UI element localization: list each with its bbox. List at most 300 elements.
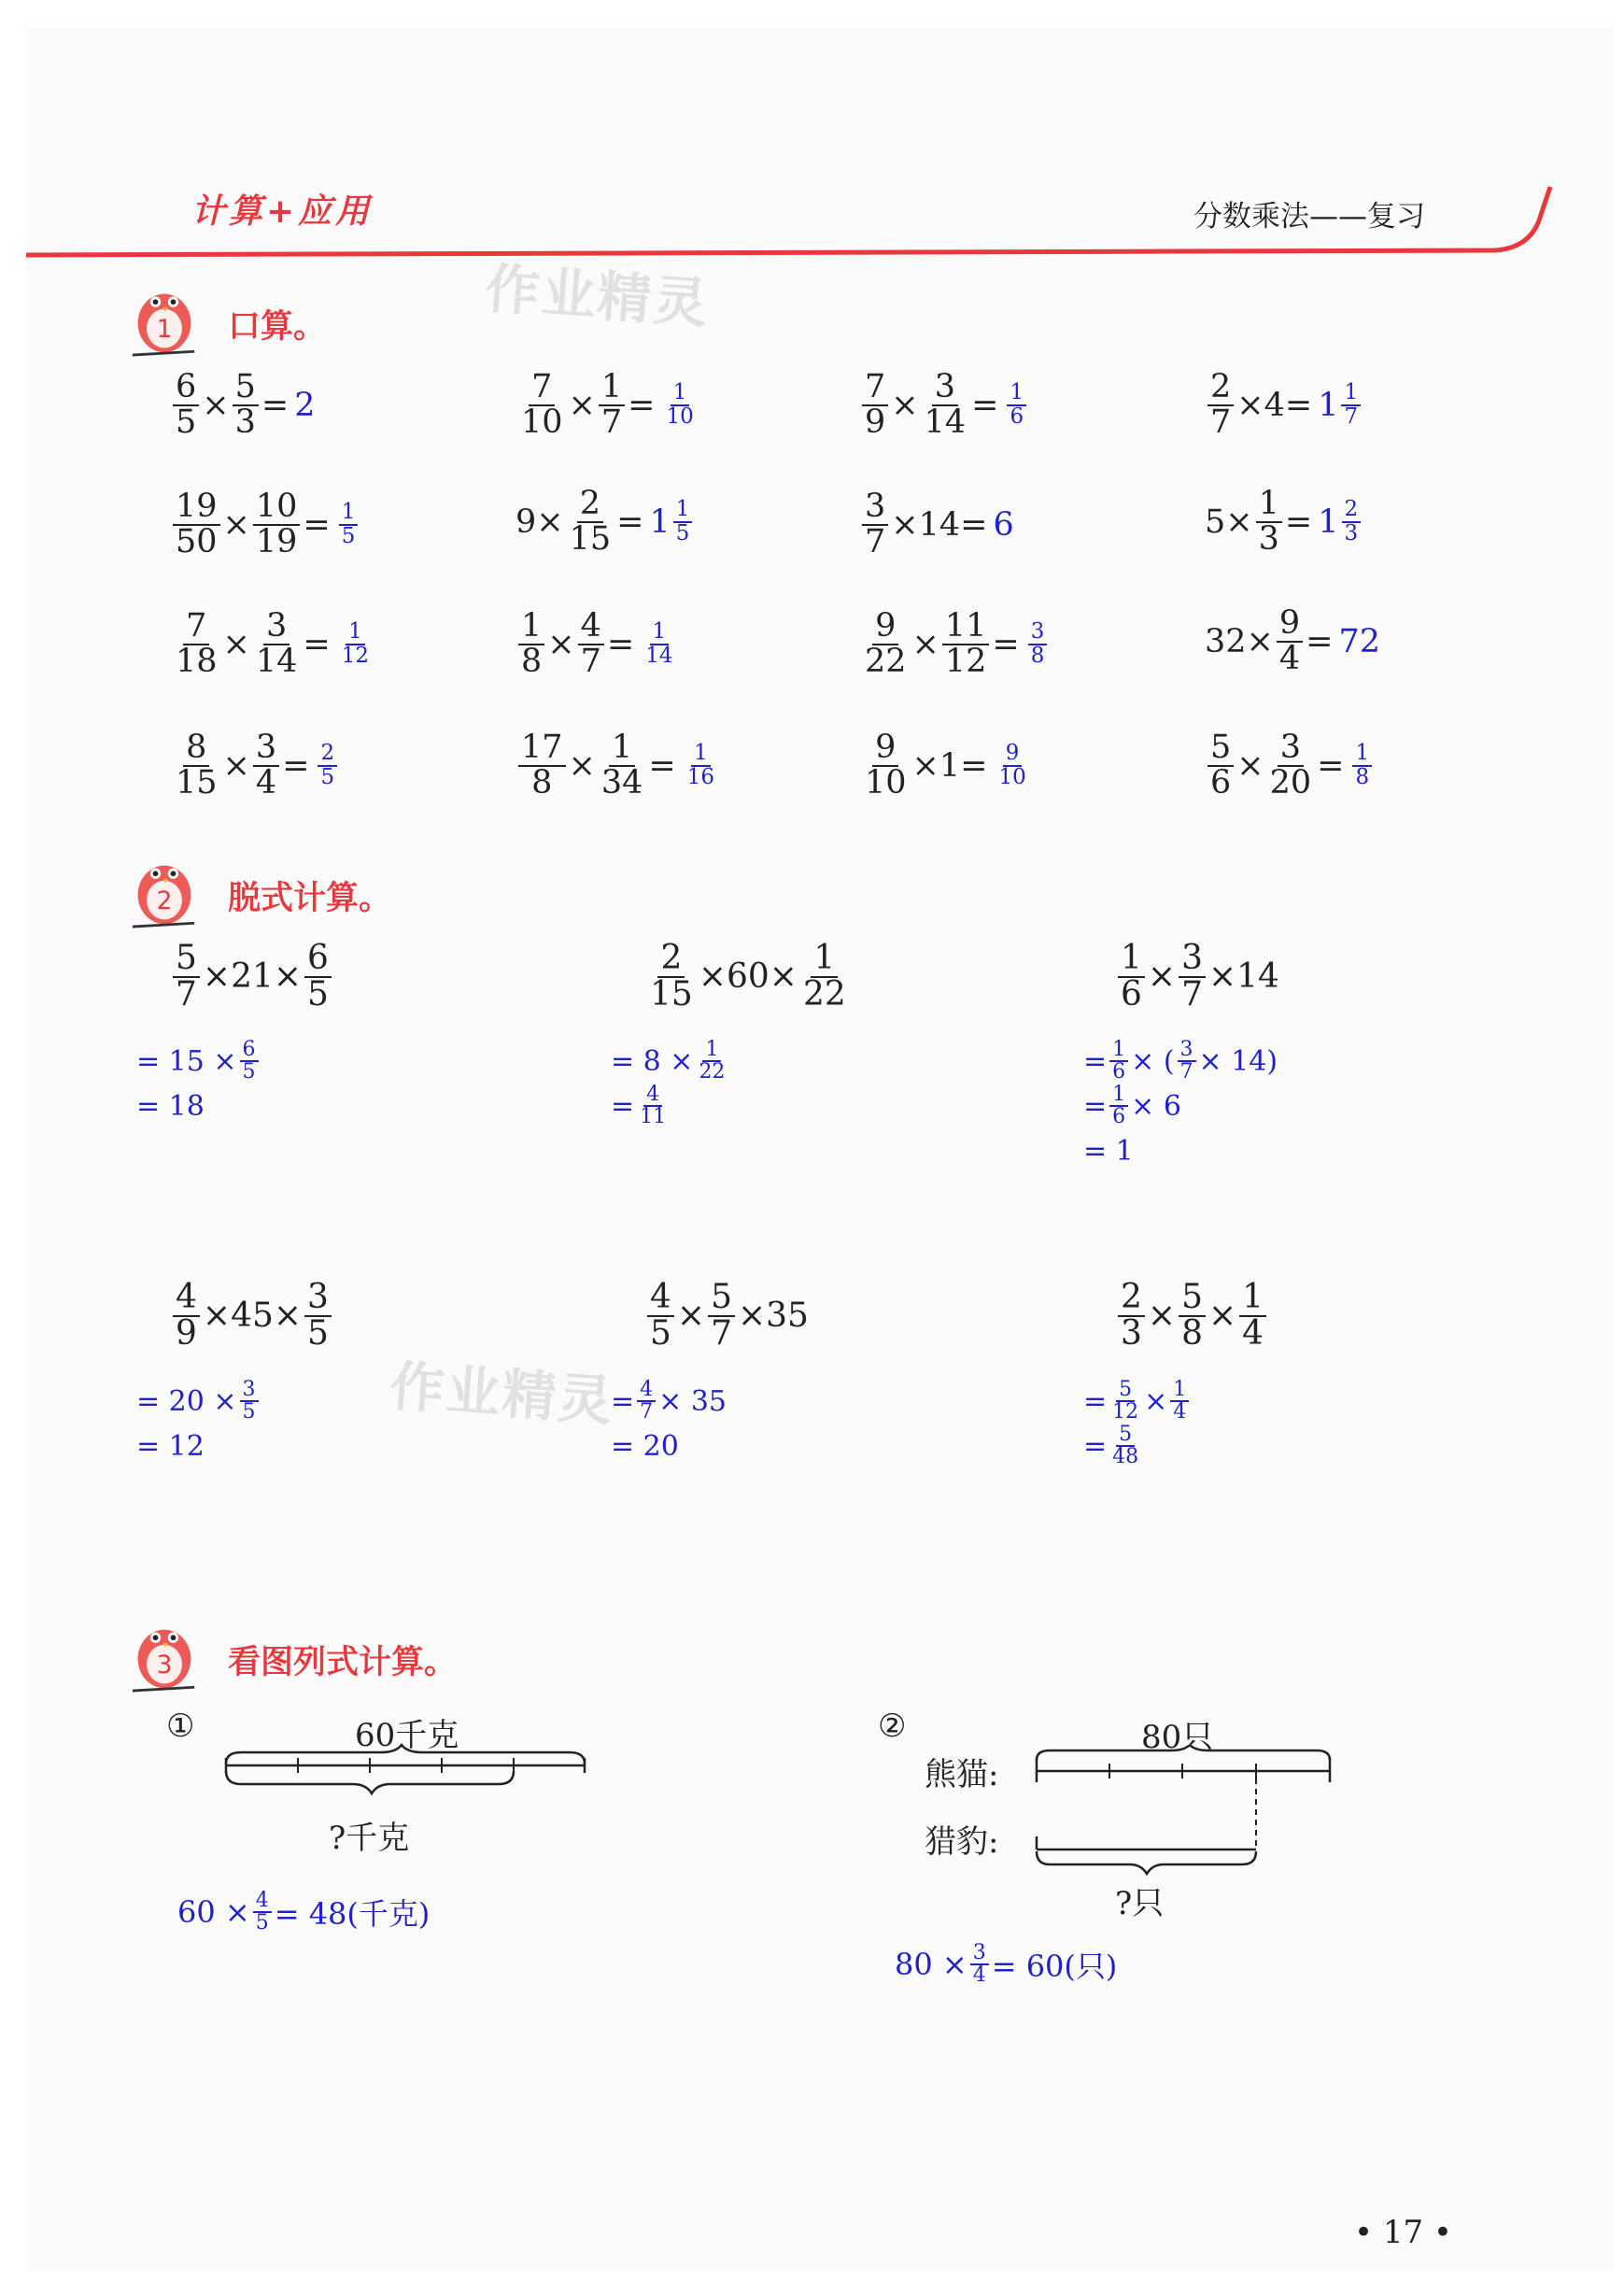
problem-2-marker: ② bbox=[878, 1708, 907, 1745]
fraction bbox=[862, 368, 888, 441]
header-left-title: 计算+应用 bbox=[191, 192, 374, 231]
fraction bbox=[1178, 1037, 1196, 1084]
oral-answer bbox=[1338, 623, 1380, 660]
denominator: 6 bbox=[1112, 1105, 1126, 1128]
math-text: ×1= bbox=[911, 746, 988, 785]
denominator: 6 bbox=[1112, 1060, 1126, 1084]
step-line bbox=[136, 1039, 261, 1084]
step-line bbox=[136, 1084, 261, 1128]
stepwise-steps bbox=[136, 1379, 261, 1468]
expression bbox=[170, 1278, 334, 1353]
fraction bbox=[685, 743, 717, 788]
denominator: 5 bbox=[242, 1400, 256, 1424]
numerator: 1 bbox=[609, 731, 635, 767]
math-text: 1 bbox=[1318, 386, 1339, 424]
svg-text:1: 1 bbox=[156, 315, 173, 345]
fraction bbox=[1109, 1377, 1141, 1424]
math-text: = bbox=[1083, 1429, 1108, 1463]
stepwise-expression bbox=[170, 939, 334, 1012]
oral-expression bbox=[170, 368, 316, 441]
oral-answer bbox=[993, 743, 1031, 788]
math-text: 32× bbox=[1205, 622, 1274, 660]
math-text: × bbox=[1236, 746, 1264, 785]
fraction bbox=[1179, 1278, 1206, 1353]
math-text: × 6 bbox=[1131, 1089, 1181, 1123]
math-text: = bbox=[1317, 746, 1345, 785]
fraction bbox=[1277, 604, 1303, 677]
denominator: 5 bbox=[176, 403, 197, 441]
fraction bbox=[318, 743, 337, 788]
math-text: = 12 bbox=[136, 1429, 205, 1463]
problem-2-bar-diagram bbox=[1031, 1745, 1339, 1885]
denominator: 50 bbox=[176, 522, 218, 560]
numerator: 6 bbox=[173, 371, 199, 406]
header-divider bbox=[0, 177, 1624, 271]
denominator: 48 bbox=[1112, 1445, 1139, 1468]
math-text: ×45× bbox=[202, 1297, 303, 1336]
numerator: 5 bbox=[1179, 1281, 1206, 1317]
denominator: 5 bbox=[307, 1313, 329, 1353]
denominator: 5 bbox=[255, 1911, 269, 1935]
oral-expression bbox=[170, 731, 340, 800]
svg-text:2: 2 bbox=[156, 886, 173, 916]
fraction bbox=[708, 1278, 735, 1353]
step-line bbox=[136, 1424, 261, 1468]
numerator: 2 bbox=[577, 488, 603, 523]
fraction bbox=[578, 607, 604, 680]
step-line bbox=[1083, 1128, 1278, 1173]
denominator: 12 bbox=[944, 642, 987, 680]
denominator: 5 bbox=[650, 1313, 671, 1353]
oral-expression bbox=[859, 731, 1032, 800]
math-text: × bbox=[891, 386, 919, 424]
numerator: 4 bbox=[253, 1891, 272, 1913]
oral-item bbox=[859, 368, 1029, 439]
numerator: 2 bbox=[657, 942, 685, 978]
fraction bbox=[233, 368, 259, 441]
numerator: 7 bbox=[862, 371, 888, 406]
problem-2-bottom-label: ?只 bbox=[1115, 1885, 1165, 1922]
denominator: 7 bbox=[580, 642, 601, 680]
fraction bbox=[253, 607, 301, 680]
denominator: 8 bbox=[521, 642, 543, 680]
oral-answer bbox=[682, 743, 720, 788]
denominator: 7 bbox=[1210, 403, 1232, 441]
math-text: = bbox=[992, 625, 1020, 663]
oral-expression bbox=[859, 368, 1029, 441]
step-line bbox=[611, 1379, 727, 1424]
oral-answer bbox=[1004, 382, 1029, 428]
math-text: ×4= bbox=[1236, 386, 1313, 424]
numerator: 9 bbox=[872, 610, 898, 645]
oral-expression bbox=[1205, 368, 1363, 441]
numerator: 1 bbox=[339, 502, 359, 525]
math-text: 72 bbox=[1338, 622, 1381, 660]
oral-answer bbox=[315, 743, 340, 788]
denominator: 4 bbox=[1278, 639, 1301, 677]
fraction bbox=[800, 939, 849, 1013]
math-text: ×60× bbox=[698, 957, 798, 997]
math-text: 60 × bbox=[177, 1894, 250, 1931]
fraction bbox=[1109, 1084, 1128, 1128]
numerator: 5 bbox=[708, 1281, 735, 1317]
fraction bbox=[518, 368, 566, 441]
math-text: × 14) bbox=[1198, 1044, 1278, 1078]
denominator: 7 bbox=[1181, 974, 1203, 1013]
section-1-title: 口算。 bbox=[228, 308, 327, 346]
oral-item bbox=[1205, 368, 1363, 439]
bird-mascot-icon bbox=[131, 1616, 198, 1700]
denominator: 14 bbox=[924, 403, 967, 441]
numerator: 3 bbox=[263, 610, 289, 645]
fraction bbox=[173, 939, 200, 1013]
denominator: 15 bbox=[650, 974, 693, 1013]
numerator: 4 bbox=[643, 1084, 662, 1107]
oral-item bbox=[515, 485, 695, 558]
math-text: = bbox=[971, 386, 999, 424]
fraction bbox=[1239, 1278, 1266, 1353]
section-3-title: 看图列式计算。 bbox=[228, 1644, 458, 1681]
math-text: = bbox=[303, 505, 331, 544]
denominator: 10 bbox=[998, 764, 1026, 789]
math-text: × bbox=[568, 746, 596, 785]
stepwise-steps bbox=[1083, 1039, 1278, 1173]
denominator: 5 bbox=[307, 974, 329, 1013]
math-text: = 48(千克) bbox=[274, 1896, 431, 1933]
fraction bbox=[637, 1377, 656, 1424]
math-text: ×21× bbox=[202, 957, 303, 997]
oral-item bbox=[170, 488, 360, 559]
denominator: 4 bbox=[1242, 1313, 1264, 1353]
math-text: 80 × bbox=[895, 1947, 967, 1983]
math-text: = bbox=[1306, 622, 1334, 660]
problem-1-top-label: 60千克 bbox=[355, 1717, 459, 1754]
math-text: = bbox=[611, 1089, 635, 1123]
fraction bbox=[1207, 731, 1234, 800]
oral-item bbox=[1205, 729, 1375, 800]
fraction bbox=[339, 502, 359, 547]
watermark-top: 作业精灵 bbox=[483, 256, 712, 336]
fraction bbox=[1207, 368, 1234, 441]
numerator: 1 bbox=[691, 743, 711, 766]
fraction bbox=[567, 485, 614, 558]
fraction bbox=[1118, 1278, 1145, 1353]
denominator: 15 bbox=[569, 519, 612, 558]
fraction bbox=[647, 939, 696, 1013]
problem-1-marker: ① bbox=[166, 1708, 195, 1745]
math-text: × bbox=[568, 386, 596, 424]
fraction bbox=[1109, 1424, 1141, 1468]
fraction bbox=[1170, 1377, 1189, 1424]
math-text: = 8 × bbox=[611, 1044, 694, 1078]
numerator: 1 bbox=[671, 382, 690, 405]
fraction bbox=[173, 1278, 200, 1353]
numerator: 1 bbox=[1170, 1380, 1189, 1402]
fraction bbox=[518, 607, 544, 680]
fraction bbox=[240, 1037, 259, 1084]
numerator: 2 bbox=[318, 743, 337, 766]
denominator: 10 bbox=[521, 403, 563, 441]
step-line bbox=[136, 1379, 261, 1424]
bird-mascot-icon bbox=[131, 280, 198, 364]
stepwise-expression bbox=[1115, 1278, 1269, 1351]
expression bbox=[644, 939, 852, 1013]
fraction bbox=[253, 731, 279, 800]
math-text: × bbox=[222, 505, 250, 544]
denominator: 7 bbox=[1179, 1060, 1193, 1084]
denominator: 8 bbox=[1030, 643, 1045, 668]
oral-answer bbox=[660, 382, 699, 428]
fraction bbox=[862, 731, 910, 800]
fraction bbox=[253, 490, 301, 559]
math-text: × bbox=[676, 1297, 706, 1336]
denominator: 4 bbox=[972, 1963, 986, 1988]
denominator: 22 bbox=[802, 974, 846, 1013]
problem-2-answer bbox=[895, 1943, 1117, 1987]
denominator: 7 bbox=[865, 522, 886, 560]
numerator: 3 bbox=[970, 1943, 989, 1965]
oral-item bbox=[170, 368, 316, 439]
denominator: 22 bbox=[865, 642, 907, 680]
math-text: × 35 bbox=[658, 1384, 727, 1418]
numerator: 4 bbox=[647, 1281, 674, 1317]
denominator: 6 bbox=[1210, 763, 1232, 801]
denominator: 19 bbox=[255, 522, 298, 560]
oral-expression bbox=[859, 490, 1014, 559]
oral-answer bbox=[1349, 743, 1375, 788]
oral-item bbox=[1205, 604, 1381, 677]
numerator: 1 bbox=[1109, 1040, 1128, 1062]
numerator: 1 bbox=[1007, 382, 1026, 405]
numerator: 3 bbox=[253, 731, 279, 767]
numerator: 10 bbox=[253, 490, 301, 526]
header-right-title: 分数乘法——复习 bbox=[1193, 200, 1425, 234]
numerator: 4 bbox=[173, 1281, 200, 1317]
math-text: = 60(只) bbox=[991, 1949, 1118, 1985]
numerator: 1 bbox=[1256, 488, 1282, 523]
oral-expression bbox=[1205, 731, 1375, 800]
oral-expression bbox=[515, 368, 699, 441]
numerator: 3 bbox=[1178, 1040, 1196, 1062]
denominator: 7 bbox=[640, 1400, 654, 1424]
math-text: = bbox=[261, 386, 289, 424]
numerator: 3 bbox=[1179, 942, 1206, 978]
oral-answer bbox=[336, 502, 361, 547]
denominator: 12 bbox=[341, 643, 370, 668]
math-text: = bbox=[616, 503, 644, 541]
fraction bbox=[173, 490, 220, 559]
numerator: 1 bbox=[673, 499, 693, 522]
numerator: 5 bbox=[173, 942, 200, 978]
step-line bbox=[1083, 1379, 1192, 1424]
stepwise-expression bbox=[170, 1278, 334, 1351]
math-text: 5× bbox=[1205, 503, 1253, 541]
math-text: 9× bbox=[515, 503, 564, 541]
denominator: 7 bbox=[176, 974, 197, 1013]
denominator: 3 bbox=[234, 403, 256, 441]
denominator: 10 bbox=[865, 763, 907, 801]
math-text: = 15 × bbox=[136, 1044, 237, 1078]
fraction bbox=[1341, 382, 1361, 428]
numerator: 17 bbox=[518, 731, 566, 767]
math-text: × bbox=[222, 625, 250, 663]
oral-expression bbox=[170, 607, 374, 680]
numerator: 2 bbox=[1342, 499, 1362, 522]
denominator: 8 bbox=[1181, 1313, 1203, 1353]
oral-item bbox=[859, 729, 1032, 800]
numerator: 3 bbox=[1028, 621, 1048, 645]
fraction bbox=[1256, 485, 1282, 558]
denominator: 5 bbox=[242, 1060, 256, 1084]
oral-answer bbox=[649, 499, 695, 545]
problem-2-cheetah-label: 猎豹: bbox=[925, 1823, 999, 1861]
fraction bbox=[599, 368, 625, 441]
watermark-middle: 作业精灵 bbox=[388, 1354, 616, 1434]
oral-expression bbox=[515, 607, 679, 680]
numerator: 3 bbox=[1278, 731, 1304, 767]
fraction bbox=[862, 490, 888, 559]
fraction bbox=[240, 1377, 259, 1424]
denominator: 6 bbox=[1010, 404, 1024, 429]
math-text: × bbox=[911, 625, 939, 663]
step-line bbox=[611, 1084, 730, 1128]
bird-mascot-icon bbox=[131, 852, 198, 936]
denominator: 12 bbox=[1112, 1400, 1139, 1424]
problem-1-bar-diagram bbox=[222, 1743, 596, 1808]
denominator: 6 bbox=[1121, 974, 1142, 1013]
math-text: = bbox=[648, 746, 676, 785]
denominator: 9 bbox=[865, 403, 886, 441]
step-line bbox=[1083, 1424, 1192, 1468]
numerator: 6 bbox=[304, 942, 332, 978]
step-line bbox=[1083, 1084, 1278, 1128]
oral-expression bbox=[515, 485, 695, 558]
fraction bbox=[173, 607, 220, 680]
numerator: 4 bbox=[637, 1380, 656, 1402]
oral-answer bbox=[993, 506, 1013, 544]
problem-1-answer bbox=[177, 1891, 430, 1935]
math-text: = bbox=[1083, 1089, 1108, 1123]
numerator: 1 bbox=[1109, 1084, 1128, 1107]
math-text: = bbox=[1284, 503, 1313, 541]
page-number: • 17 • bbox=[1354, 2214, 1452, 2251]
denominator: 14 bbox=[255, 642, 298, 680]
math-text: = bbox=[628, 386, 656, 424]
math-text: = 18 bbox=[136, 1089, 205, 1123]
fraction bbox=[673, 499, 693, 545]
fraction bbox=[599, 731, 646, 800]
expression bbox=[1115, 1278, 1269, 1353]
oral-item bbox=[1205, 485, 1363, 558]
stepwise-steps bbox=[136, 1039, 261, 1128]
numerator: 5 bbox=[1116, 1424, 1135, 1447]
oral-answer bbox=[640, 621, 678, 667]
denominator: 10 bbox=[666, 404, 694, 429]
denominator: 18 bbox=[176, 642, 218, 680]
denominator: 4 bbox=[255, 763, 277, 801]
oral-item bbox=[515, 607, 679, 678]
fraction bbox=[518, 731, 566, 800]
fraction bbox=[637, 1084, 669, 1128]
oral-answer bbox=[1318, 499, 1363, 545]
numerator: 19 bbox=[173, 490, 220, 526]
math-text: = bbox=[1083, 1044, 1108, 1078]
fraction bbox=[1028, 621, 1048, 667]
oral-item bbox=[515, 368, 699, 439]
numerator: 7 bbox=[183, 610, 209, 645]
oral-expression bbox=[859, 607, 1050, 680]
denominator: 16 bbox=[686, 764, 715, 789]
numerator: 9 bbox=[1277, 607, 1303, 643]
stepwise-steps bbox=[611, 1039, 730, 1128]
denominator: 14 bbox=[645, 643, 673, 668]
denominator: 8 bbox=[1355, 764, 1370, 789]
fraction bbox=[1179, 939, 1206, 1013]
math-text: 1 bbox=[1318, 503, 1339, 541]
fraction bbox=[996, 743, 1028, 788]
math-text: = bbox=[1083, 1384, 1108, 1418]
math-text: × bbox=[547, 625, 575, 663]
expression bbox=[170, 939, 334, 1013]
stepwise-expression bbox=[1115, 939, 1279, 1012]
denominator: 9 bbox=[176, 1313, 197, 1353]
numerator: 9 bbox=[1003, 743, 1023, 766]
fraction bbox=[942, 607, 990, 680]
math-text: × bbox=[1207, 1297, 1237, 1336]
step-line bbox=[611, 1039, 730, 1084]
stepwise-expression bbox=[644, 1278, 809, 1351]
fraction bbox=[970, 1943, 989, 1987]
denominator: 22 bbox=[699, 1060, 726, 1084]
fraction bbox=[1267, 731, 1315, 800]
fraction bbox=[1109, 1037, 1128, 1084]
numerator: 1 bbox=[599, 371, 625, 406]
numerator: 3 bbox=[862, 490, 888, 526]
denominator: 11 bbox=[640, 1105, 667, 1128]
denominator: 15 bbox=[176, 763, 218, 801]
numerator: 11 bbox=[942, 610, 990, 645]
denominator: 34 bbox=[600, 763, 643, 801]
math-text: × bbox=[202, 386, 230, 424]
problem-1-bottom-label: ?千克 bbox=[329, 1820, 410, 1857]
math-text: = bbox=[606, 625, 635, 663]
numerator: 8 bbox=[183, 731, 209, 767]
denominator: 5 bbox=[341, 523, 356, 548]
math-text: ×14= bbox=[891, 505, 988, 544]
denominator: 8 bbox=[531, 763, 553, 801]
fraction bbox=[1342, 499, 1362, 545]
math-text: × bbox=[222, 746, 250, 785]
numerator: 1 bbox=[1341, 382, 1361, 405]
numerator: 2 bbox=[1207, 371, 1234, 406]
fraction bbox=[1118, 939, 1145, 1013]
denominator: 4 bbox=[1173, 1400, 1187, 1424]
denominator: 20 bbox=[1269, 763, 1312, 801]
denominator: 7 bbox=[1344, 404, 1359, 429]
numerator: 1 bbox=[1118, 942, 1145, 978]
fraction bbox=[339, 621, 372, 667]
numerator: 1 bbox=[518, 610, 544, 645]
math-text: = 20 bbox=[611, 1429, 679, 1463]
oral-item bbox=[859, 488, 1014, 559]
fraction bbox=[304, 939, 332, 1013]
fraction bbox=[304, 1278, 332, 1353]
step-line bbox=[1083, 1039, 1278, 1084]
fraction bbox=[1352, 743, 1372, 788]
denominator: 7 bbox=[600, 403, 623, 441]
math-text: ×14 bbox=[1207, 957, 1279, 997]
numerator: 9 bbox=[872, 731, 898, 767]
